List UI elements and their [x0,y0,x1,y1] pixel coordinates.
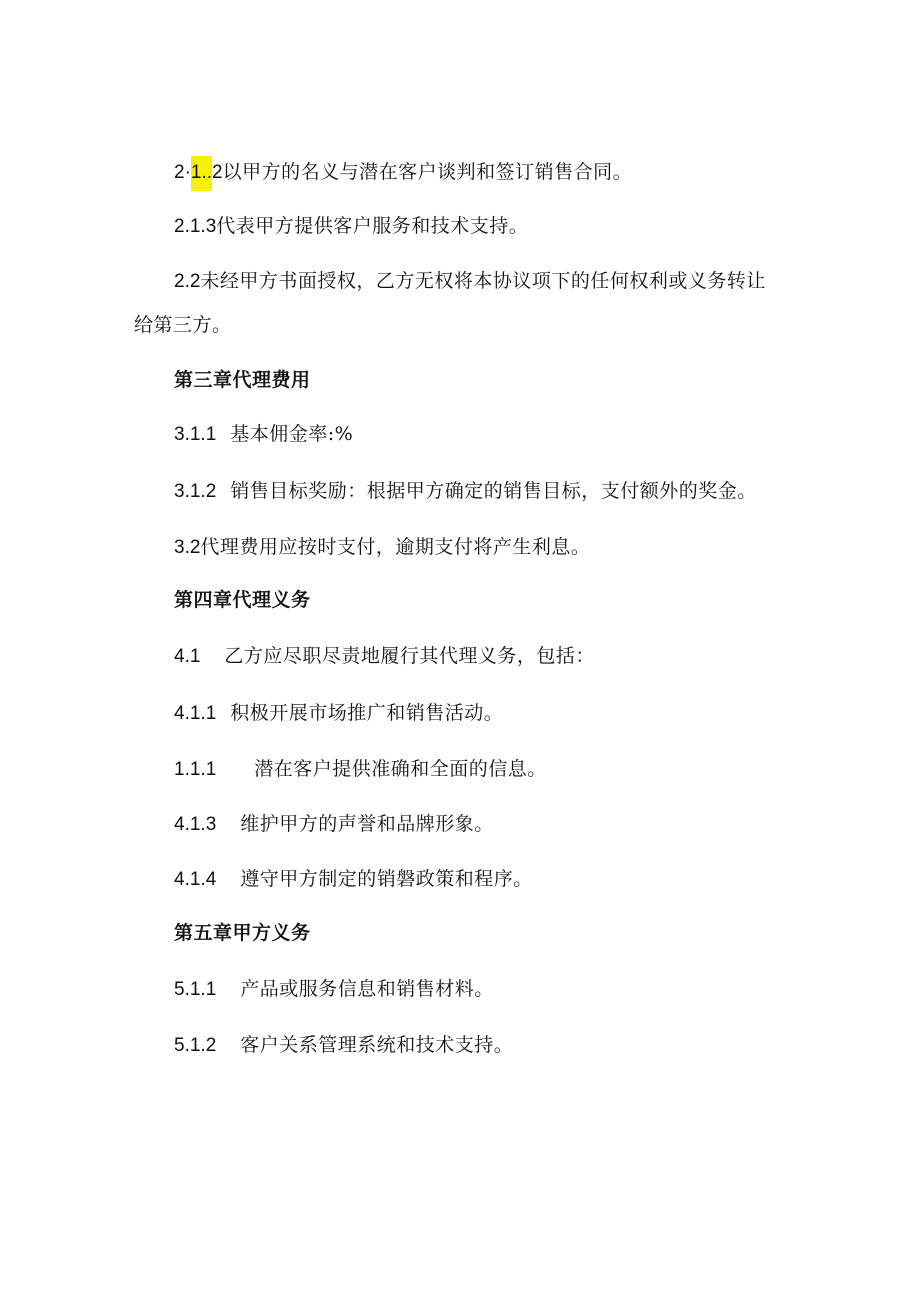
clause-text: 积极开展市场推广和销售活动。 [230,702,504,724]
clause-text: 维护甲方的声誉和品牌形象。 [240,813,494,835]
clause-4-1-3 [174,812,494,837]
clause-text: 未经甲方书面授权，乙方无权将本协议项下的任何权利或义务转让 [200,270,766,292]
clause-number: 4.1.1 [174,703,217,724]
clause-5-1-2 [174,1033,513,1058]
clause-text: 代理费用应按时支付，逾期支付将产生利息。 [200,536,591,558]
clause-3-1-1 [174,422,353,447]
clause-3-2 [174,535,590,560]
clause-number: 4.1 [174,646,201,667]
clause-1-1-1 [174,757,547,782]
clause-text: 产品或服务信息和销售材料。 [240,978,494,1000]
clause-text: 遵守甲方制定的销磐政策和程序。 [240,868,533,890]
clause-text: 乙方应尽职尽责地履行其代理义务，包括： [224,645,595,667]
chapter-heading-5: 第五章甲方义务 [174,922,311,944]
clause-2-2 [174,269,766,294]
clause-number-post: 2 [212,162,223,183]
clause-number: 1.1.1 [174,759,217,780]
clause-5-1-1 [174,977,494,1002]
clause-text: 销售目标奖励：根据甲方确定的销售目标，支付额外的奖金。 [230,480,757,502]
clause-2-1-3 [174,214,528,239]
clause-text: 潜在客户提供准确和全面的信息。 [254,758,547,780]
clause-number: 3.1.2 [174,481,217,502]
clause-number: 2.2 [174,271,201,292]
clause-text: 以甲方的名义与潜在客户谈判和签订销售合同。 [222,161,633,183]
clause-number: 4.1.3 [174,814,217,835]
clause-number: 5.1.2 [174,1035,217,1056]
clause-text: 给第三方。 [134,314,232,336]
clause-4-1-4 [174,867,533,892]
clause-number: 5.1.1 [174,979,217,1000]
chapter-heading-3: 第三章代理费用 [174,369,311,391]
chapter-heading-4: 第四章代理义务 [174,589,311,611]
clause-number: 2.1.3 [174,216,217,237]
clause-number: 3.2 [174,537,201,558]
clause-number: 3.1.1 [174,424,217,445]
clause-number-pre: 2· [174,162,191,183]
highlighted-text: 1.. [191,156,212,191]
clause-text: 基本佣金率:% [230,423,354,445]
clause-4-1 [174,644,595,669]
clause-text: 客户关系管理系统和技术支持。 [240,1034,514,1056]
clause-number: 4.1.4 [174,869,217,890]
clause-3-1-2 [174,479,757,504]
clause-4-1-1 [174,701,503,726]
clause-2-1-2 [174,160,632,185]
clause-text: 代表甲方提供客户服务和技术支持。 [216,215,529,237]
clause-2-2-continuation [134,313,232,337]
